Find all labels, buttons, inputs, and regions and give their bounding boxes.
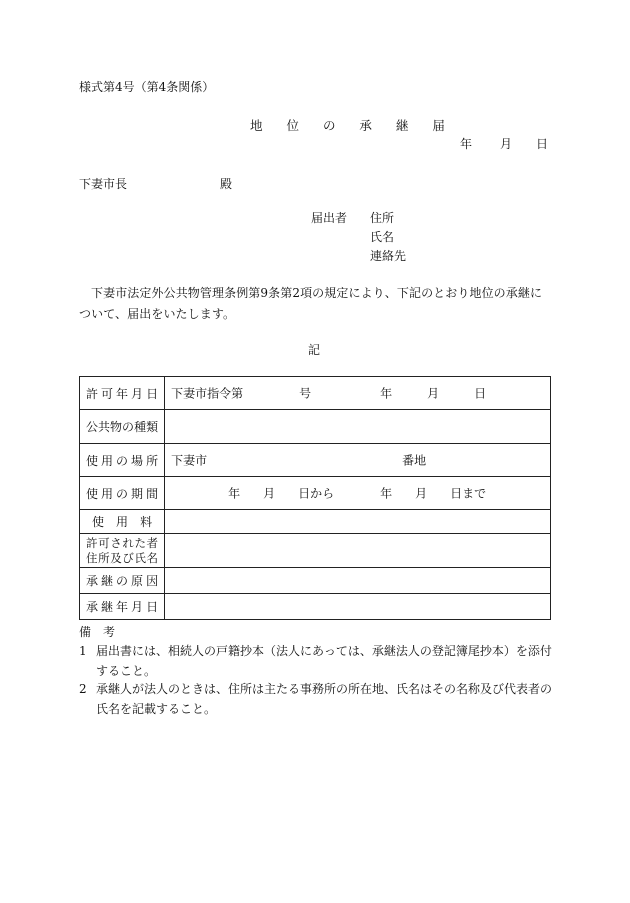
label-char: 間 [146, 486, 159, 501]
label-char: 用 [116, 515, 129, 529]
period-from-year: 年 [228, 486, 241, 501]
cause-label-cell [80, 568, 165, 594]
note-number: 2 [79, 682, 87, 696]
label-char: 者 [146, 535, 159, 550]
label-char: 所 [98, 550, 110, 565]
label-char: 可 [98, 535, 110, 550]
label-char: 月 [131, 386, 144, 401]
date-day: 日 [535, 137, 548, 151]
period-to-year: 年 [380, 486, 393, 501]
period-label [86, 485, 158, 502]
intro-paragraph: 下妻市法定外公共物管理条例第9条第2項の規定により、下記のとおり地位の承継について、届出をいたします。 [79, 286, 543, 321]
label-char: 年 [116, 600, 129, 614]
cause-label [86, 572, 158, 589]
label-char: 共 [98, 420, 111, 434]
table-row-location [80, 444, 551, 477]
permit-month: 月 [427, 386, 440, 401]
table-row-permittee [80, 534, 551, 568]
permit-prefix: 下妻市指令第 [171, 386, 244, 401]
label-char: れ [122, 535, 134, 550]
label-char: 継 [101, 600, 114, 614]
label-char: 原 [131, 574, 144, 588]
applicant-block [311, 210, 431, 264]
label-char: 住 [86, 550, 98, 565]
label-char: 継 [101, 574, 114, 588]
label-char: 及 [110, 550, 122, 565]
table-row-permit-date [80, 377, 551, 410]
label-char: 年 [116, 386, 129, 401]
note-text: 届出書には、相続人の戸籍抄本（法人にあっては、承継法人の登記簿尾抄本）を添付すること。 [96, 644, 552, 678]
form-table [79, 376, 551, 620]
table-row-property-type [80, 410, 551, 444]
succession-date-value-cell[interactable] [165, 594, 551, 620]
label-char: 物 [110, 420, 123, 434]
note-item [79, 641, 553, 681]
label-char: 許 [86, 535, 98, 550]
permittee-label-cell [80, 534, 165, 568]
label-char: 用 [101, 453, 114, 468]
fee-label-cell [80, 510, 165, 534]
period-to-day: 日まで [450, 486, 487, 501]
label-char: 許 [86, 386, 99, 401]
fee-value-cell[interactable] [165, 510, 551, 534]
label-char: 類 [146, 420, 159, 434]
permit-date-label [86, 385, 158, 402]
permittee-label-line1 [86, 536, 158, 551]
label-char: 可 [101, 386, 114, 401]
permit-date-label-cell [80, 377, 165, 410]
label-char: の [116, 574, 129, 588]
property-type-label [86, 418, 158, 435]
permit-day: 日 [474, 386, 487, 401]
label-char: 因 [146, 574, 159, 588]
property-type-label-cell [80, 410, 165, 444]
ki-heading: 記 [308, 343, 321, 357]
date-line [460, 136, 548, 152]
document-title: 地 位 の 承 継 届 [250, 118, 455, 133]
label-char: 日 [146, 600, 159, 614]
location-label [86, 452, 158, 469]
permit-year: 年 [380, 386, 393, 401]
label-char: の [122, 420, 135, 434]
note-item [79, 679, 553, 719]
permittee-label-line2 [86, 551, 158, 566]
table-row-period [80, 477, 551, 510]
note-number: 1 [79, 644, 87, 658]
label-char: 使 [86, 486, 99, 501]
permit-number-unit: 号 [299, 386, 312, 401]
label-char: の [116, 453, 129, 468]
cause-value-cell[interactable] [165, 568, 551, 594]
label-char: 所 [146, 453, 159, 468]
period-label-cell [80, 477, 165, 510]
label-char: 公 [86, 420, 99, 434]
label-char: 料 [140, 515, 153, 529]
label-char: 場 [131, 453, 144, 468]
period-to-month: 月 [415, 486, 428, 501]
location-value-cell[interactable] [165, 444, 551, 477]
label-char: 名 [146, 550, 159, 565]
label-char: 使 [86, 453, 99, 468]
table-row-succession-date [80, 594, 551, 620]
permittee-value-cell[interactable] [165, 534, 551, 568]
label-char: た [134, 535, 146, 550]
applicant-name-field: 氏名 [370, 230, 395, 244]
permit-date-value-cell[interactable] [165, 377, 551, 410]
applicant-label: 届出者 [311, 211, 348, 225]
location-lot: 番地 [402, 453, 427, 468]
table-row-fee [80, 510, 551, 534]
label-char: 月 [131, 600, 144, 614]
label-char: 日 [146, 386, 159, 401]
label-char: 承 [86, 600, 99, 614]
applicant-contact-field: 連絡先 [370, 249, 407, 263]
label-char: 氏 [134, 550, 146, 565]
addressee [79, 176, 233, 192]
label-char: の [116, 486, 129, 501]
location-city: 下妻市 [171, 453, 208, 468]
label-char: さ [110, 535, 122, 550]
label-char: 種 [134, 420, 147, 434]
succession-date-label [86, 598, 158, 615]
table-row-cause [80, 568, 551, 594]
label-char: び [122, 550, 134, 565]
fee-label [86, 513, 158, 530]
label-char: 使 [92, 515, 105, 529]
applicant-address-field: 住所 [370, 211, 395, 225]
label-char: 承 [86, 574, 99, 588]
date-year: 年 [459, 137, 472, 151]
date-month: 月 [499, 137, 512, 151]
label-char: 期 [131, 486, 144, 501]
addressee-name: 下妻市長 [79, 177, 128, 191]
note-text: 承継人が法人のときは、住所は主たる事務所の所在地、氏名はその名称及び代表者の氏名を記載すること。 [96, 682, 553, 716]
notes-heading: 備 考 [79, 625, 116, 639]
label-char: 用 [101, 486, 114, 501]
period-from-day: 日から [298, 486, 335, 501]
location-label-cell [80, 444, 165, 477]
succession-date-label-cell [80, 594, 165, 620]
addressee-honorific: 殿 [220, 177, 233, 191]
property-type-value-cell[interactable] [165, 410, 551, 444]
period-value-cell[interactable] [165, 477, 551, 510]
form-number: 様式第4号（第4条関係） [79, 80, 215, 94]
period-from-month: 月 [263, 486, 276, 501]
